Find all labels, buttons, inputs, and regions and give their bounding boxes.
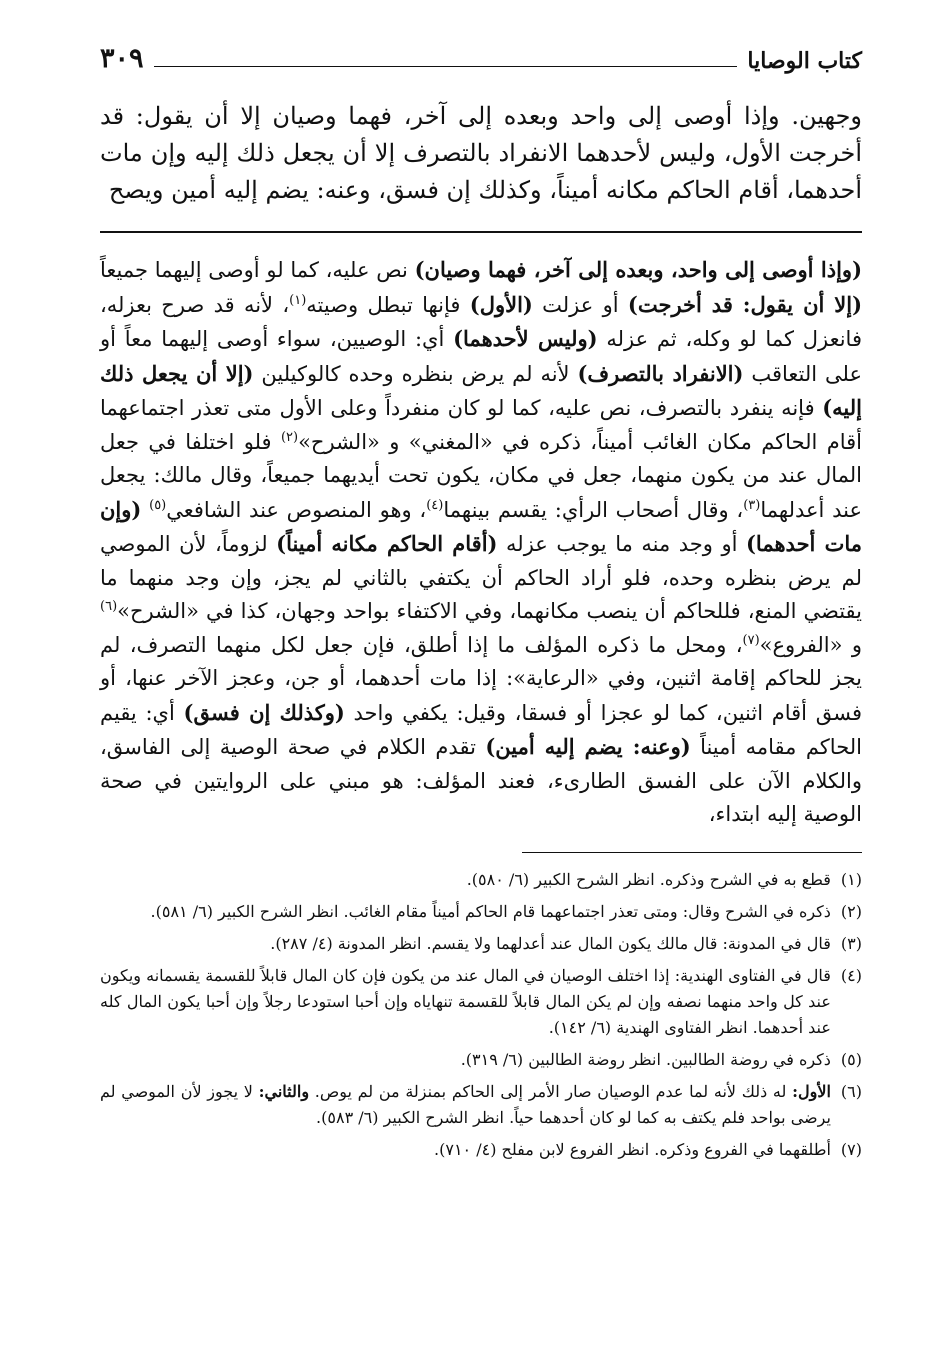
sharh-segment: ، ومحل ما ذكره المؤلف ما إذا أطلق، فإن جعل لكل منهما التصرف، لم يجز للحاكم إقامة اثنين، وفي «الرعاية»: إذا مات أحدهما، أو جن، وعجز الآخر عنها، أو فسق أقام اثنين، كما لو عجزا أو فسقا، وقيل: يكفي واحد	[100, 632, 862, 725]
footnote-text: قال في الفتاوى الهندية: إذا اختلف الوصيان في المال عند من يكون فإن كان المال قابلاً للقسمة يقسمانه ويكون عند كل واحد منهما نصفه وإن لم يكن المال قابلاً للقسمة تنهاياه وإن أحبا استودعا رجلاً وإن أحبا يكون المال كله عند أحدهما. انظر الفتاوى الهندية (٦/ ١٤٢).	[100, 965, 831, 1037]
matn-quote: (أقام الحاكم مكانه أميناً)	[276, 531, 498, 556]
footnote-bold-term: الأول:	[792, 1081, 831, 1101]
footnote-ref: (١)	[289, 292, 307, 308]
sharh-segment: تقدم الكلام في صحة الوصية إلى الفاسق، والكلام الآن على الفسق الطارىء، فعند المؤلف: هو مبني على الروايتين في صحة الوصية إليه ابتداء،	[100, 735, 862, 826]
footnote-bold-term: والثاني:	[258, 1081, 310, 1101]
footnote-divider	[522, 852, 862, 853]
footnote-text: ذكره في روضة الطالبين. انظر روضة الطالبين (٦/ ٣١٩).	[460, 1049, 831, 1069]
page-number: ٣٠٩	[100, 43, 144, 74]
running-head	[100, 38, 862, 72]
footnote-ref: (٧)	[742, 632, 760, 648]
sharh-segment: لأنه لم يرض بنظره وحده كالوكيلين	[253, 361, 578, 386]
footnote-text: قطع به في الشرح وذكره. انظر الشرح الكبير (٦/ ٥٨٠).	[466, 869, 831, 889]
matn-quote: (وكذلك إن فسق)	[183, 699, 345, 725]
footnote-number: (٦)	[840, 1081, 862, 1101]
section-divider	[100, 231, 862, 233]
header-rule	[154, 66, 738, 67]
footnote-segment: لا يجوز لأن الموصي لم يرضى بواحد فلم يكتف به كما لو كان أحدهما حياً. انظر الشرح الكبير (٦/ ٥٨٣).	[100, 1081, 831, 1127]
matn-quote: (وإن مات أحدهما)	[100, 496, 862, 556]
footnote-number: (٣)	[840, 933, 862, 953]
sharh-segment: أو عزلت	[532, 292, 628, 317]
matn-quote: (الانفراد بالتصرف)	[577, 360, 744, 386]
footnote	[100, 1137, 862, 1163]
footnote-number: (٥)	[840, 1049, 862, 1069]
footnote-ref: (٣)	[743, 497, 761, 513]
sharh-segment: لزوماً، لأن الموصي لم يرض بنظره وحده، فلو أراد الحاكم أن يكتفي بالثاني لم يجز، وإن وجد منهما ما يقتضي المنع، فللحاكم أن ينصب مكانهما، وفي الاكتفاء بواحد وجهان، كذا في «الشرح»	[100, 532, 862, 623]
sharh-segment: أي: الوصيين، سواء أوصى إليهما معاً أو على التعاقب	[100, 327, 862, 386]
running-title: كتاب الوصايا	[747, 48, 862, 74]
footnote-segment: له ذلك لأنه لما عدم الوصيان صار الأمر إلى الحاكم بمنزلة من لم يوص.	[309, 1081, 793, 1101]
sharh-segment: فلو اختلفا في جعل المال عند من يكون منهما، جعل في مكان، يكون تحت أيديهما جميعاً، وقال مالك: يجعل عند أعدلهما	[100, 429, 862, 522]
footnote-text: قال في المدونة: قال مالك يكون المال عند أعدلهما ولا يقسم. انظر المدونة (٤/ ٢٨٧).	[270, 933, 831, 953]
book-page	[100, 38, 862, 1340]
sharh-segment: ، وهو المنصوص عند الشافعي	[166, 497, 427, 522]
footnote-number: (١)	[840, 869, 862, 889]
footnote-text: ذكره في الشرح وقال: ومتى تعذر اجتماعهما قام الحاكم أميناً مقام الغائب. انظر الشرح الكبير (٦/ ٥٨١).	[150, 901, 831, 921]
footnote-number: (٧)	[840, 1139, 862, 1159]
sharh-segment: أو وجد منه ما يوجب عزله	[497, 532, 746, 556]
footnote	[100, 931, 862, 957]
footnote-ref: (٥)	[149, 497, 167, 513]
matn-text: وجهين. وإذا أوصى إلى واحد وبعده إلى آخر، فهما وصيان إلا أن يقول: قد أخرجت الأول، وليس لأحدهما الانفراد بالتصرف إلا أن يجعل ذلك إليه وإن مات أحدهما، أقام الحاكم مكانه أميناً، وكذلك إن فسق، وعنه: يضم إليه أمين ويصح	[100, 102, 863, 204]
matn-quote: (إلا أن يجعل ذلك إليه)	[100, 360, 862, 420]
sharh-text	[100, 253, 862, 832]
footnote-ref: (٤)	[426, 497, 444, 513]
sharh-segment: ، لأنه قد صرح بعزله، فانعزل كما لو وكله، ثم عزله	[100, 292, 862, 351]
sharh-segment: و «الفروع»	[759, 632, 862, 657]
footnote-number: (٢)	[840, 901, 862, 921]
footnote	[100, 899, 862, 925]
footnote	[100, 963, 862, 1041]
matn-quote: (وليس لأحدهما)	[453, 326, 598, 351]
sharh-segment: أي: يقيم الحاكم مقامه أميناً	[100, 700, 862, 759]
footnote	[100, 1079, 862, 1131]
footnote	[100, 867, 862, 893]
footnote-text	[100, 1079, 831, 1131]
footnote-ref: (٦)	[100, 599, 118, 614]
sharh-segment: ، وقال أصحاب الرأي: يقسم بينهما	[443, 497, 744, 522]
footnote-text: أطلقهما في الفروع وذكره. انظر الفروع لابن مفلح (٤/ ٧١٠).	[434, 1139, 831, 1159]
footnote	[100, 1047, 862, 1073]
matn-quote: (وعنه: يضم إليه أمين)	[485, 734, 691, 759]
footnotes	[100, 867, 862, 1163]
sharh-segment: فإنها تبطل وصيته	[306, 292, 470, 317]
footnote-ref: (٢)	[280, 429, 299, 445]
matn-quote: (الأول)	[469, 291, 533, 317]
matn-quote: (وإذا أوصى إلى واحد، وبعده إلى آخر، فهما وصيان)	[414, 257, 862, 282]
sharh-segment: نص عليه، كما لو أوصى إليهما جميعاً	[100, 258, 415, 282]
sharh-segment	[141, 498, 149, 522]
footnote-number: (٤)	[840, 965, 862, 985]
matn-quote: (إلا أن يقول: قد أخرجت)	[627, 291, 863, 317]
sharh-segment: فإنه ينفرد بالتصرف، نص عليه، كما لو كان منفرداً وعلى الأول متى تعذر اجتماعهما أقام الحاكم مكان الغائب أميناً، ذكره في «المغني» و «الشرح»	[100, 396, 862, 454]
